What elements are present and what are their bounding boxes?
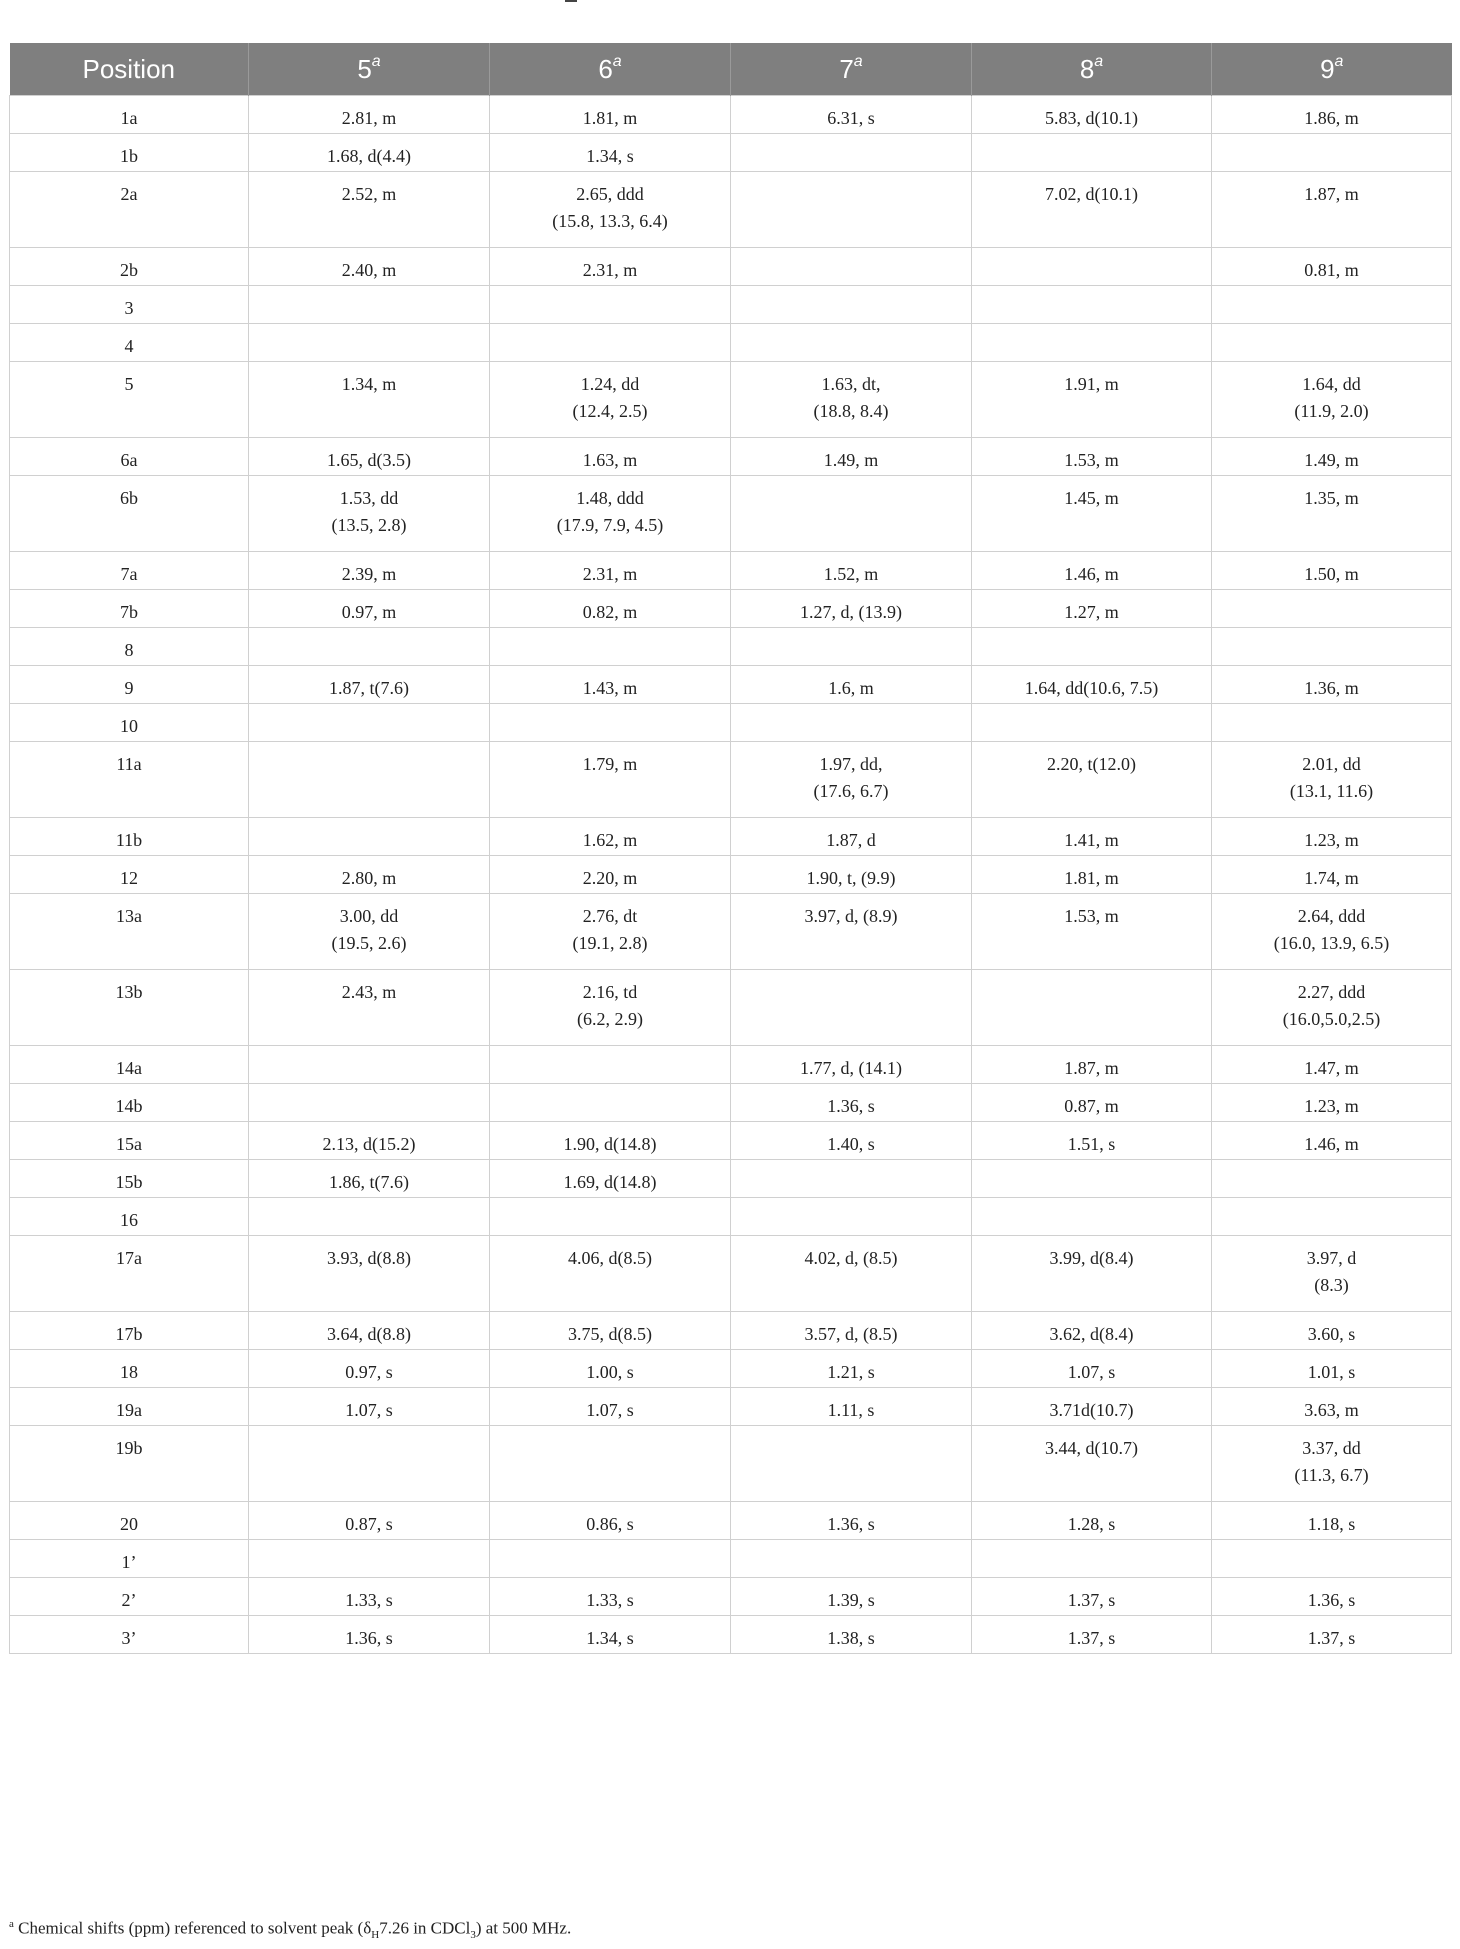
shift-cell: 0.87, s [249,1502,490,1540]
shift-cell [1212,704,1452,742]
shift-cell [490,1046,731,1084]
shift-cell [249,1426,490,1502]
position-cell: 10 [10,704,249,742]
shift-cell: 1.48, ddd (17.9, 7.9, 4.5) [490,476,731,552]
table-row [10,666,1452,704]
shift-cell: 1.65, d(3.5) [249,438,490,476]
shift-cell: 3.71d(10.7) [972,1388,1212,1426]
column-header-label: 8 [1079,53,1095,84]
shift-cell: 1.07, s [490,1388,731,1426]
shift-cell: 1.34, m [249,362,490,438]
shift-cell: 1.36, s [731,1502,972,1540]
position-cell: 12 [10,856,249,894]
shift-cell: 1.34, s [490,1616,731,1654]
table-row [10,1236,1452,1312]
position-cell: 8 [10,628,249,666]
shift-cell [731,1160,972,1198]
column-header [249,43,490,96]
shift-cell: 1.37, s [972,1578,1212,1616]
table-row [10,970,1452,1046]
shift-cell [1212,1160,1452,1198]
table-row [10,286,1452,324]
position-cell: 1’ [10,1540,249,1578]
table-row [10,248,1452,286]
shift-cell: 1.27, m [972,590,1212,628]
table-row [10,742,1452,818]
table-row [10,590,1452,628]
shift-cell [972,134,1212,172]
shift-cell [731,704,972,742]
shift-cell: 0.81, m [1212,248,1452,286]
shift-cell: 2.43, m [249,970,490,1046]
table-row [10,1350,1452,1388]
shift-cell: 3.64, d(8.8) [249,1312,490,1350]
shift-cell [731,1540,972,1578]
shift-cell [731,286,972,324]
shift-cell: 1.51, s [972,1122,1212,1160]
position-cell: 20 [10,1502,249,1540]
table-row [10,362,1452,438]
shift-cell: 1.74, m [1212,856,1452,894]
shift-cell: 1.45, m [972,476,1212,552]
position-cell: 7b [10,590,249,628]
shift-cell [972,1160,1212,1198]
table-row [10,1046,1452,1084]
shift-cell: 1.36, s [1212,1578,1452,1616]
position-cell: 15b [10,1160,249,1198]
shift-cell [972,324,1212,362]
column-header [490,43,731,96]
shift-cell: 5.83, d(10.1) [972,96,1212,134]
shift-cell: 1.49, m [731,438,972,476]
shift-cell: 1.36, m [1212,666,1452,704]
shift-cell [490,324,731,362]
shift-cell: 2.80, m [249,856,490,894]
shift-cell: 1.64, dd(10.6, 7.5) [972,666,1212,704]
top-dash-mark [565,0,577,2]
shift-cell [249,286,490,324]
shift-cell: 3.97, d, (8.9) [731,894,972,970]
shift-cell: 1.36, s [249,1616,490,1654]
footnote-text-2: 7.26 in CDCl [379,1918,471,1938]
shift-cell: 1.46, m [972,552,1212,590]
shift-cell [731,970,972,1046]
shift-cell [249,1540,490,1578]
footnote-marker: a [9,1918,14,1930]
column-header-footnote-marker: a [371,52,381,70]
position-cell: 15a [10,1122,249,1160]
shift-cell: 1.47, m [1212,1046,1452,1084]
shift-cell: 1.53, m [972,438,1212,476]
shift-cell: 3.00, dd (19.5, 2.6) [249,894,490,970]
position-cell: 14a [10,1046,249,1084]
position-cell: 19a [10,1388,249,1426]
shift-cell: 1.79, m [490,742,731,818]
shift-cell: 1.87, m [972,1046,1212,1084]
shift-cell: 2.64, ddd (16.0, 13.9, 6.5) [1212,894,1452,970]
shift-cell: 1.11, s [731,1388,972,1426]
table-row [10,856,1452,894]
shift-cell [490,628,731,666]
position-cell: 4 [10,324,249,362]
position-cell: 14b [10,1084,249,1122]
shift-cell [249,1084,490,1122]
footnote [9,1918,571,1941]
table-row [10,1160,1452,1198]
column-header [10,43,249,96]
position-cell: 11a [10,742,249,818]
table-row [10,1540,1452,1578]
shift-cell: 1.39, s [731,1578,972,1616]
position-cell: 3 [10,286,249,324]
table-row [10,96,1452,134]
shift-cell: 1.53, dd (13.5, 2.8) [249,476,490,552]
shift-cell [1212,286,1452,324]
shift-cell: 2.31, m [490,248,731,286]
position-cell: 9 [10,666,249,704]
table-row [10,476,1452,552]
column-header-label: 9 [1320,53,1335,84]
table-row [10,628,1452,666]
shift-cell: 1.21, s [731,1350,972,1388]
shift-cell: 1.81, m [972,856,1212,894]
shift-cell [1212,324,1452,362]
shift-cell: 1.07, s [249,1388,490,1426]
shift-cell: 3.99, d(8.4) [972,1236,1212,1312]
shift-cell [1212,1198,1452,1236]
table-row [10,134,1452,172]
column-header-label: 5 [357,53,372,84]
shift-cell: 2.81, m [249,96,490,134]
shift-cell: 1.23, m [1212,818,1452,856]
shift-cell: 1.43, m [490,666,731,704]
shift-cell: 2.13, d(15.2) [249,1122,490,1160]
shift-cell: 1.6, m [731,666,972,704]
shift-cell: 1.90, d(14.8) [490,1122,731,1160]
column-header [731,43,972,96]
shift-cell [731,134,972,172]
shift-cell: 1.81, m [490,96,731,134]
shift-cell: 3.75, d(8.5) [490,1312,731,1350]
nmr-shift-table [9,43,1452,1654]
shift-cell [731,628,972,666]
shift-cell: 1.53, m [972,894,1212,970]
shift-cell: 1.68, d(4.4) [249,134,490,172]
shift-cell: 1.52, m [731,552,972,590]
shift-cell: 2.31, m [490,552,731,590]
shift-cell: 2.40, m [249,248,490,286]
column-header [972,43,1212,96]
footnote-subscript-h: H [371,1929,380,1942]
shift-cell: 3.57, d, (8.5) [731,1312,972,1350]
shift-cell: 1.69, d(14.8) [490,1160,731,1198]
footnote-text-1: Chemical shifts (ppm) referenced to solvent peak (δ [13,1918,372,1938]
table-row [10,1198,1452,1236]
table-row [10,1502,1452,1540]
shift-cell: 2.01, dd (13.1, 11.6) [1212,742,1452,818]
shift-cell [972,704,1212,742]
shift-cell: 1.33, s [490,1578,731,1616]
shift-cell: 6.31, s [731,96,972,134]
shift-cell [1212,590,1452,628]
shift-cell: 1.87, t(7.6) [249,666,490,704]
shift-cell: 1.00, s [490,1350,731,1388]
shift-cell: 1.62, m [490,818,731,856]
shift-cell [490,1198,731,1236]
shift-cell: 0.87, m [972,1084,1212,1122]
shift-cell: 2.52, m [249,172,490,248]
shift-cell [490,286,731,324]
shift-cell: 2.27, ddd (16.0,5.0,2.5) [1212,970,1452,1046]
column-header-footnote-marker: a [612,52,622,70]
shift-cell: 0.97, m [249,590,490,628]
column-header-label: 7 [839,53,854,84]
position-cell: 6b [10,476,249,552]
shift-cell: 2.76, dt (19.1, 2.8) [490,894,731,970]
position-cell: 3’ [10,1616,249,1654]
shift-cell [972,970,1212,1046]
shift-cell [972,1540,1212,1578]
shift-cell [249,818,490,856]
shift-cell [490,1084,731,1122]
shift-cell: 3.93, d(8.8) [249,1236,490,1312]
shift-cell: 2.20, t(12.0) [972,742,1212,818]
shift-cell: 7.02, d(10.1) [972,172,1212,248]
position-cell: 13b [10,970,249,1046]
table-row [10,1312,1452,1350]
shift-cell: 1.40, s [731,1122,972,1160]
shift-cell: 1.35, m [1212,476,1452,552]
shift-cell [1212,628,1452,666]
shift-cell: 1.37, s [972,1616,1212,1654]
table-row [10,1578,1452,1616]
shift-cell [731,324,972,362]
shift-cell: 1.63, dt, (18.8, 8.4) [731,362,972,438]
shift-cell: 1.64, dd (11.9, 2.0) [1212,362,1452,438]
shift-cell [972,286,1212,324]
table-row [10,704,1452,742]
shift-cell: 1.07, s [972,1350,1212,1388]
shift-cell [490,1540,731,1578]
shift-cell: 1.77, d, (14.1) [731,1046,972,1084]
table-header [10,43,1452,96]
table-row [10,324,1452,362]
shift-cell: 4.02, d, (8.5) [731,1236,972,1312]
shift-cell [972,628,1212,666]
shift-cell: 1.38, s [731,1616,972,1654]
shift-cell: 1.24, dd (12.4, 2.5) [490,362,731,438]
shift-cell [249,1046,490,1084]
column-header-label: Position [82,53,175,84]
shift-cell [249,628,490,666]
position-cell: 19b [10,1426,249,1502]
table-row [10,552,1452,590]
shift-cell: 1.63, m [490,438,731,476]
shift-cell: 1.86, m [1212,96,1452,134]
shift-cell: 0.97, s [249,1350,490,1388]
shift-cell [249,704,490,742]
shift-cell [731,248,972,286]
shift-cell [731,1198,972,1236]
column-header-footnote-marker: a [1094,52,1104,70]
table-row [10,1388,1452,1426]
shift-cell: 1.91, m [972,362,1212,438]
shift-cell: 0.82, m [490,590,731,628]
shift-cell [1212,1540,1452,1578]
shift-cell: 3.60, s [1212,1312,1452,1350]
column-header [1212,43,1452,96]
shift-cell [731,476,972,552]
shift-cell: 2.16, td (6.2, 2.9) [490,970,731,1046]
table-row [10,1084,1452,1122]
shift-cell [490,704,731,742]
shift-cell: 4.06, d(8.5) [490,1236,731,1312]
shift-cell [972,248,1212,286]
position-cell: 16 [10,1198,249,1236]
position-cell: 11b [10,818,249,856]
shift-cell: 1.28, s [972,1502,1212,1540]
column-header-label: 6 [598,53,613,84]
shift-cell: 1.23, m [1212,1084,1452,1122]
position-cell: 17b [10,1312,249,1350]
shift-cell [731,172,972,248]
table-row [10,1426,1452,1502]
position-cell: 2b [10,248,249,286]
shift-cell: 1.36, s [731,1084,972,1122]
shift-cell: 1.49, m [1212,438,1452,476]
shift-cell: 1.97, dd, (17.6, 6.7) [731,742,972,818]
table-body [10,96,1452,1654]
shift-cell: 1.90, t, (9.9) [731,856,972,894]
shift-cell: 2.20, m [490,856,731,894]
position-cell: 2a [10,172,249,248]
position-cell: 18 [10,1350,249,1388]
shift-cell: 1.41, m [972,818,1212,856]
table-row [10,818,1452,856]
position-cell: 17a [10,1236,249,1312]
shift-cell [972,1198,1212,1236]
position-cell: 1a [10,96,249,134]
position-cell: 5 [10,362,249,438]
shift-cell: 3.97, d (8.3) [1212,1236,1452,1312]
shift-cell: 2.39, m [249,552,490,590]
column-header-footnote-marker: a [853,52,863,70]
shift-cell [249,742,490,818]
shift-cell [731,1426,972,1502]
position-cell: 6a [10,438,249,476]
shift-cell [249,324,490,362]
shift-cell: 2.65, ddd (15.8, 13.3, 6.4) [490,172,731,248]
header-row [10,43,1452,96]
shift-cell: 0.86, s [490,1502,731,1540]
position-cell: 1b [10,134,249,172]
table-row [10,1122,1452,1160]
shift-cell: 1.50, m [1212,552,1452,590]
shift-cell: 3.37, dd (11.3, 6.7) [1212,1426,1452,1502]
column-header-footnote-marker: a [1334,52,1344,70]
table-row [10,1616,1452,1654]
table-row [10,894,1452,970]
shift-cell: 1.01, s [1212,1350,1452,1388]
shift-cell: 1.87, m [1212,172,1452,248]
shift-cell [1212,134,1452,172]
shift-cell: 1.33, s [249,1578,490,1616]
shift-cell: 1.87, d [731,818,972,856]
shift-cell: 1.34, s [490,134,731,172]
position-cell: 13a [10,894,249,970]
shift-cell [249,1198,490,1236]
position-cell: 7a [10,552,249,590]
shift-cell [490,1426,731,1502]
shift-cell: 1.46, m [1212,1122,1452,1160]
footnote-text-3: ) at 500 MHz. [475,1918,572,1938]
shift-cell: 3.63, m [1212,1388,1452,1426]
shift-cell: 1.37, s [1212,1616,1452,1654]
shift-cell: 1.27, d, (13.9) [731,590,972,628]
shift-cell: 3.44, d(10.7) [972,1426,1212,1502]
shift-cell: 1.86, t(7.6) [249,1160,490,1198]
position-cell: 2’ [10,1578,249,1616]
table-row [10,438,1452,476]
shift-cell: 1.18, s [1212,1502,1452,1540]
shift-cell: 3.62, d(8.4) [972,1312,1212,1350]
table-row [10,172,1452,248]
footnote-subscript-3: 3 [470,1929,476,1942]
